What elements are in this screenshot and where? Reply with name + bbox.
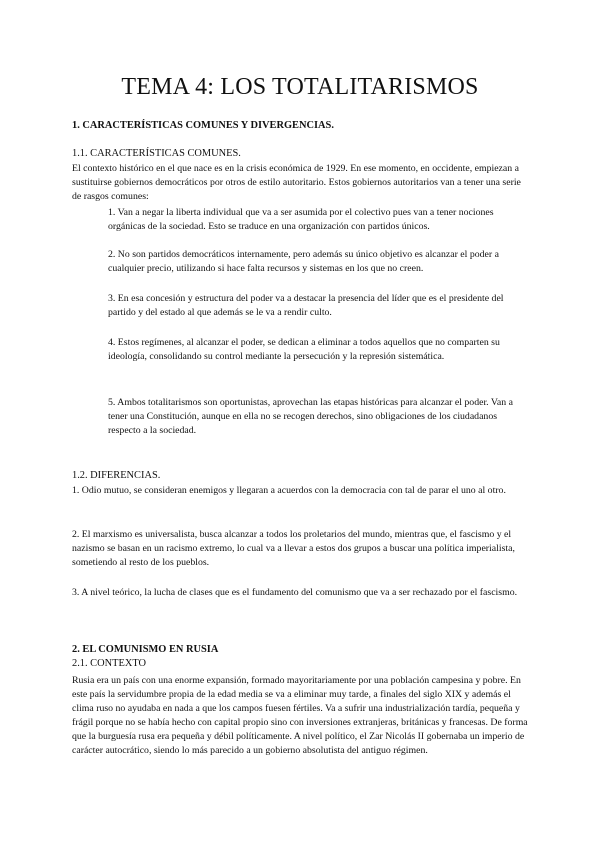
- subsection-1-2-heading: 1.2. DIFERENCIAS.: [72, 470, 161, 481]
- common-trait-item: 2. No son partidos democráticos internamente, pero además su único objetivo es alcanzar el poder a cualquier precio, utilizando si hace falta recursos y sistemas en los que no creen.: [108, 249, 499, 274]
- difference-item: 2. El marxismo es universalista, busca alcanzar a todos los proletarios del mundo, mientras que, el fascismo y el nazismo se basan en un racismo extremo, lo cual va a llevar a estos dos grupos a buscar una política imperialista, sometiendo al resto de los pueblos.: [72, 529, 515, 568]
- common-trait-item: 1. Van a negar la liberta individual que va a ser asumida por el colectivo pues van a tener nociones orgánicas de la sociedad. Esto se traduce en una organización con partidos únicos.: [108, 207, 494, 232]
- difference-item: 1. Odio mutuo, se consideran enemigos y llegaran a acuerdos con la democracia con tal de parar el uno al otro.: [72, 485, 506, 496]
- common-trait-item: 4. Estos regímenes, al alcanzar el poder, se dedican a eliminar a todos aquellos que no comparten su ideología, consolidando su control mediante la persecución y la represión sistemática.: [108, 337, 500, 362]
- difference-item: 3. A nivel teórico, la lucha de clases que es el fundamento del comunismo que va a ser rechazado por el fascismo.: [72, 587, 518, 598]
- subsection-1-1-intro: El contexto histórico en el que nace es en la crisis económica de 1929. En ese momento, en occidente, empiezan a sustituirse gobiernos democráticos por otros de estilo autoritario. Estos gobiernos autoritarios van a tener una serie de rasgos comunes:: [72, 163, 521, 202]
- subsection-2-1-text: Rusia era un país con una enorme expansión, formado mayoritariamente por una población campesina y pobre. En este país la servidumbre propia de la edad media se va a eliminar muy tarde, a finales del siglo XIX y además el clima ruso no ayudaba en nada a que los campos fuesen fértiles. Va a sufrir una industrialización tardía, pequeña y frágil porque no se había hecho con capital propio sino con inversiones extranjeras, británicas y francesas. De forma que la burguesía rusa era pequeña y débil políticamente. A nivel político, el Zar Nicolás II gobernaba un imperio de carácter autocrático, siendo lo más parecido a un gobierno absolutista del antiguo régimen.: [72, 675, 528, 756]
- section-2-heading: 2. EL COMUNISMO EN RUSIA: [72, 644, 219, 655]
- common-trait-item: 5. Ambos totalitarismos son oportunistas, aprovechan las etapas históricas para alcanzar el poder. Van a tener una Constitución, aunque en ella no se recogen derechos, sino obligaciones de los ciudadanos respecto a la sociedad.: [108, 397, 513, 436]
- page-title: TEMA 4: LOS TOTALITARISMOS: [121, 74, 479, 100]
- subsection-2-1-heading: 2.1. CONTEXTO: [72, 658, 146, 669]
- common-trait-item: 3. En esa concesión y estructura del poder va a destacar la presencia del líder que es el presidente del partido y del estado al que además se le va a rendir culto.: [108, 293, 504, 318]
- section-1-heading: 1. CARACTERÍSTICAS COMUNES Y DIVERGENCIAS.: [72, 120, 334, 131]
- subsection-1-1-heading: 1.1. CARACTERÍSTICAS COMUNES.: [72, 148, 241, 159]
